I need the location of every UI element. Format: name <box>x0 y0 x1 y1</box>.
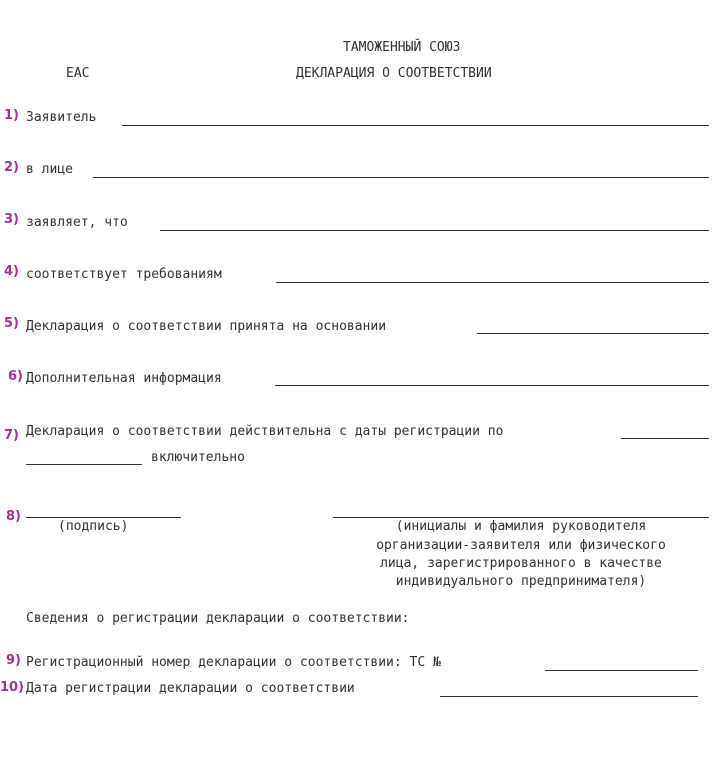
reg-date-field-line[interactable] <box>440 696 698 697</box>
name-caption-line: организации-заявителя или физического <box>376 538 666 553</box>
signature-line[interactable] <box>26 517 181 518</box>
name-line[interactable] <box>333 517 709 518</box>
field-number: 5) <box>4 316 19 331</box>
declares-field-line[interactable] <box>160 230 709 231</box>
field-label-reg-date: Дата регистрации декларации о соответствии <box>26 681 355 696</box>
field-number: 1) <box>4 108 19 123</box>
registration-heading: Сведения о регистрации декларации о соответствии: <box>26 611 410 626</box>
name-caption-line: (инициалы и фамилия руководителя <box>395 519 647 534</box>
field-label-basis: Декларация о соответствии принята на основании <box>26 319 387 334</box>
field-label-valid-until: Декларация о соответствии действительна с даты регистрации по <box>26 424 504 439</box>
reg-number-field-line[interactable] <box>545 670 698 671</box>
field-number: 9) <box>6 653 21 668</box>
header-title: ДЕКЛАРАЦИЯ О СООТВЕТСТВИИ <box>296 66 492 81</box>
additional-info-field-line[interactable] <box>275 385 709 386</box>
field-number: 6) <box>8 369 23 384</box>
field-label-inclusive: включительно <box>151 450 245 465</box>
applicant-field-line[interactable] <box>122 125 709 126</box>
field-number: 4) <box>4 264 19 279</box>
signature-caption: (подпись) <box>58 519 129 534</box>
field-number: 7) <box>4 428 19 443</box>
valid-until-field-line-2[interactable] <box>26 464 142 465</box>
name-caption-line: индивидуального предпринимателя) <box>395 574 647 589</box>
field-number: 8) <box>6 509 21 524</box>
field-label-requirements: соответствует требованиям <box>26 267 222 282</box>
field-label-declares: заявляет, что <box>26 215 128 230</box>
valid-until-field-line[interactable] <box>621 438 709 439</box>
field-label-additional-info: Дополнительная информация <box>26 371 222 386</box>
field-number: 10) <box>0 680 25 695</box>
header-union: ТАМОЖЕННЫЙ СОЮЗ <box>343 40 461 55</box>
header-eac: ЕАС <box>66 66 90 81</box>
field-label-represented-by: в лице <box>26 162 73 177</box>
field-label-reg-number: Регистрационный номер декларации о соответствии: ТС № <box>26 655 441 670</box>
name-caption-line: лица, зарегистрированного в качестве <box>380 556 662 571</box>
requirements-field-line[interactable] <box>276 282 709 283</box>
represented-by-field-line[interactable] <box>93 177 709 178</box>
field-number: 3) <box>4 212 19 227</box>
field-number: 2) <box>4 160 19 175</box>
basis-field-line[interactable] <box>477 333 709 334</box>
field-label-applicant: Заявитель <box>26 110 97 125</box>
